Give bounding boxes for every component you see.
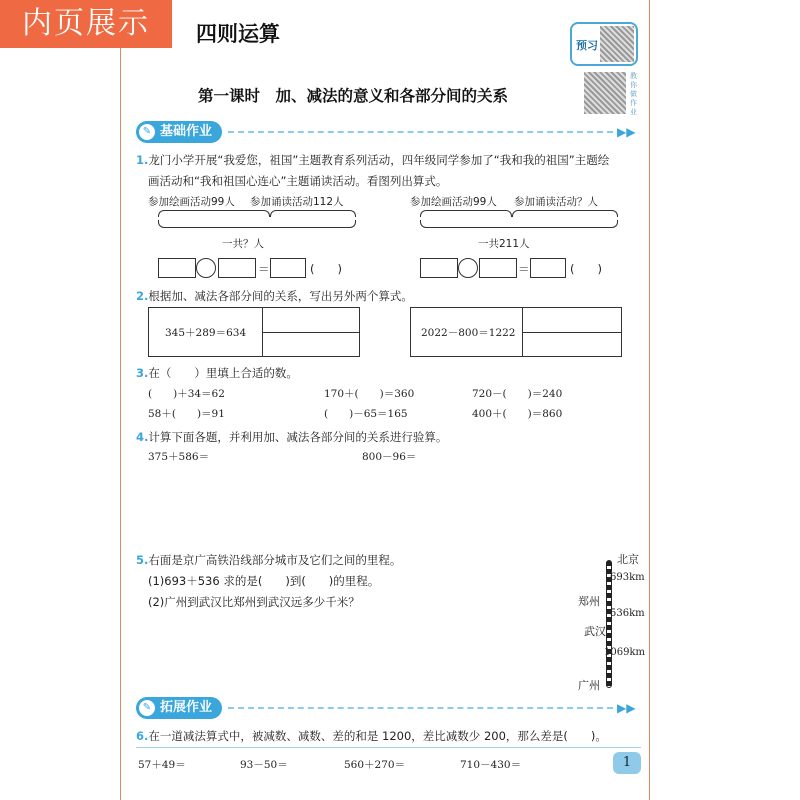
section-extend-label: 拓展作业 bbox=[160, 700, 213, 715]
q1-left-unit[interactable]: ( ) bbox=[310, 262, 342, 276]
preview-label: 预习 bbox=[576, 39, 598, 52]
q6-number: 6. bbox=[136, 729, 149, 743]
q1-left-eq: ＝ bbox=[258, 262, 270, 276]
footer-item[interactable]: 560＋270＝ bbox=[344, 759, 406, 771]
city-label: 北京 bbox=[617, 553, 639, 566]
section-divider bbox=[228, 707, 613, 709]
q3-item[interactable]: ( )－65＝165 bbox=[324, 408, 408, 420]
q1-left-answer-box-3[interactable] bbox=[270, 258, 306, 278]
q1-left-brace-a bbox=[158, 210, 270, 217]
section-extend-pill bbox=[136, 697, 222, 719]
q1-left-operator-circle[interactable] bbox=[196, 258, 216, 278]
q3-item[interactable]: 58＋( )＝91 bbox=[148, 408, 225, 420]
q2-right-hline bbox=[522, 332, 621, 333]
lesson-title: 第一课时 加、减法的意义和各部分间的关系 bbox=[198, 87, 509, 105]
q1-left-total: 一共？人 bbox=[222, 238, 264, 250]
section-divider bbox=[228, 131, 613, 133]
q1-right-unit[interactable]: ( ) bbox=[570, 262, 602, 276]
q1-right-brace-total bbox=[420, 220, 618, 228]
section-basic-pill bbox=[136, 121, 222, 143]
q1-left-brace-total bbox=[158, 220, 356, 228]
q3-item[interactable]: 400＋( )＝860 bbox=[472, 408, 563, 420]
footer-item[interactable]: 57＋49＝ bbox=[138, 759, 186, 771]
q2-text: 2.根据加、减法各部分间的关系，写出另外两个算式。 bbox=[136, 289, 413, 303]
q3-number: 3. bbox=[136, 366, 149, 380]
q6-text[interactable]: 6.在一道减法算式中，被减数、减数、差的和是 1200，差比减数少 200，那么差是( )。 bbox=[136, 729, 607, 743]
footer-item[interactable]: 710－430＝ bbox=[460, 759, 522, 771]
section-basic-header bbox=[136, 121, 635, 143]
q1-right-label-a: 参加绘画活动99人 bbox=[410, 196, 497, 208]
q1-left-brace-b bbox=[270, 210, 356, 217]
q2-left-equation: 345＋289＝634 bbox=[165, 327, 247, 339]
q5-number: 5. bbox=[136, 553, 149, 567]
unit-title: 四则运算 bbox=[196, 22, 280, 46]
qr-code[interactable] bbox=[584, 72, 626, 114]
q2-left-box bbox=[148, 307, 360, 357]
city-label: 郑州 bbox=[578, 595, 600, 608]
q1-right-total: 一共211人 bbox=[478, 238, 530, 250]
distance-label: 536km bbox=[610, 608, 645, 619]
q1-right-brace-b bbox=[512, 210, 618, 217]
q1-right-answer-box-1[interactable] bbox=[420, 258, 458, 278]
q1-right-label-b: 参加诵读活动？人 bbox=[514, 196, 598, 208]
q5-sub1[interactable]: (1)693＋536 求的是( )到( )的里程。 bbox=[148, 574, 380, 588]
q1-right-operator-circle[interactable] bbox=[458, 258, 478, 278]
footer-item[interactable]: 93－50＝ bbox=[240, 759, 288, 771]
city-label: 武汉 bbox=[584, 625, 606, 638]
city-label: 广州 bbox=[578, 679, 600, 692]
q1-right-eq: ＝ bbox=[518, 262, 530, 276]
distance-label: 693km bbox=[610, 572, 645, 583]
q1-number: 1. bbox=[136, 153, 149, 167]
q1-left-label-a: 参加绘画活动99人 bbox=[148, 196, 235, 208]
footer-rule bbox=[136, 747, 641, 748]
section-extend-header bbox=[136, 697, 635, 719]
page-number: 1 bbox=[613, 752, 641, 774]
q2-left-hline bbox=[262, 332, 359, 333]
q5-text: 5.右面是京广高铁沿线部分城市及它们之间的里程。 bbox=[136, 553, 402, 567]
q1-text-line1: 1.龙门小学开展“我爱您，祖国”主题教育系列活动，四年级同学参加了“我和我的祖国”主题绘 bbox=[136, 153, 610, 167]
double-arrow-icon: ▶▶ bbox=[617, 125, 636, 139]
q2-right-box bbox=[410, 307, 622, 357]
lightbulb-icon: ✎ bbox=[139, 124, 155, 140]
q3-item[interactable]: ( )＋34＝62 bbox=[148, 388, 225, 400]
side-caption: 教你做作业 bbox=[630, 72, 637, 116]
q1-right-brace-a bbox=[420, 210, 512, 217]
section-basic-label: 基础作业 bbox=[160, 124, 213, 139]
q1-left-label-b: 参加诵读活动112人 bbox=[250, 196, 344, 208]
distance-label: 1069km bbox=[604, 647, 645, 658]
q2-right-equation: 2022－800＝1222 bbox=[421, 327, 516, 339]
qr-code-small[interactable] bbox=[600, 26, 634, 62]
corner-tag: 内页展示 bbox=[0, 0, 172, 48]
q2-number: 2. bbox=[136, 289, 149, 303]
q4-number: 4. bbox=[136, 430, 149, 444]
q1-left-answer-box-1[interactable] bbox=[158, 258, 196, 278]
q1-right-answer-box-3[interactable] bbox=[530, 258, 566, 278]
lightbulb-icon: ✎ bbox=[139, 700, 155, 716]
q4-text: 4.计算下面各题，并利用加、减法各部分间的关系进行验算。 bbox=[136, 430, 448, 444]
q1-left-answer-box-2[interactable] bbox=[218, 258, 256, 278]
q3-item[interactable]: 720－( )＝240 bbox=[472, 388, 563, 400]
q3-text: 3.在（ ）里填上合适的数。 bbox=[136, 366, 298, 380]
q1-text-line2: 画活动和“我和祖国心连心”主题诵读活动。看图列出算式。 bbox=[148, 174, 448, 188]
q3-item[interactable]: 170＋( )＝360 bbox=[324, 388, 415, 400]
q4-item[interactable]: 800－96＝ bbox=[362, 451, 417, 463]
q4-item[interactable]: 375＋586＝ bbox=[148, 451, 210, 463]
double-arrow-icon: ▶▶ bbox=[617, 701, 636, 715]
q5-sub2: (2)广州到武汉比郑州到武汉远多少千米？ bbox=[148, 595, 360, 609]
q1-right-answer-box-2[interactable] bbox=[479, 258, 517, 278]
